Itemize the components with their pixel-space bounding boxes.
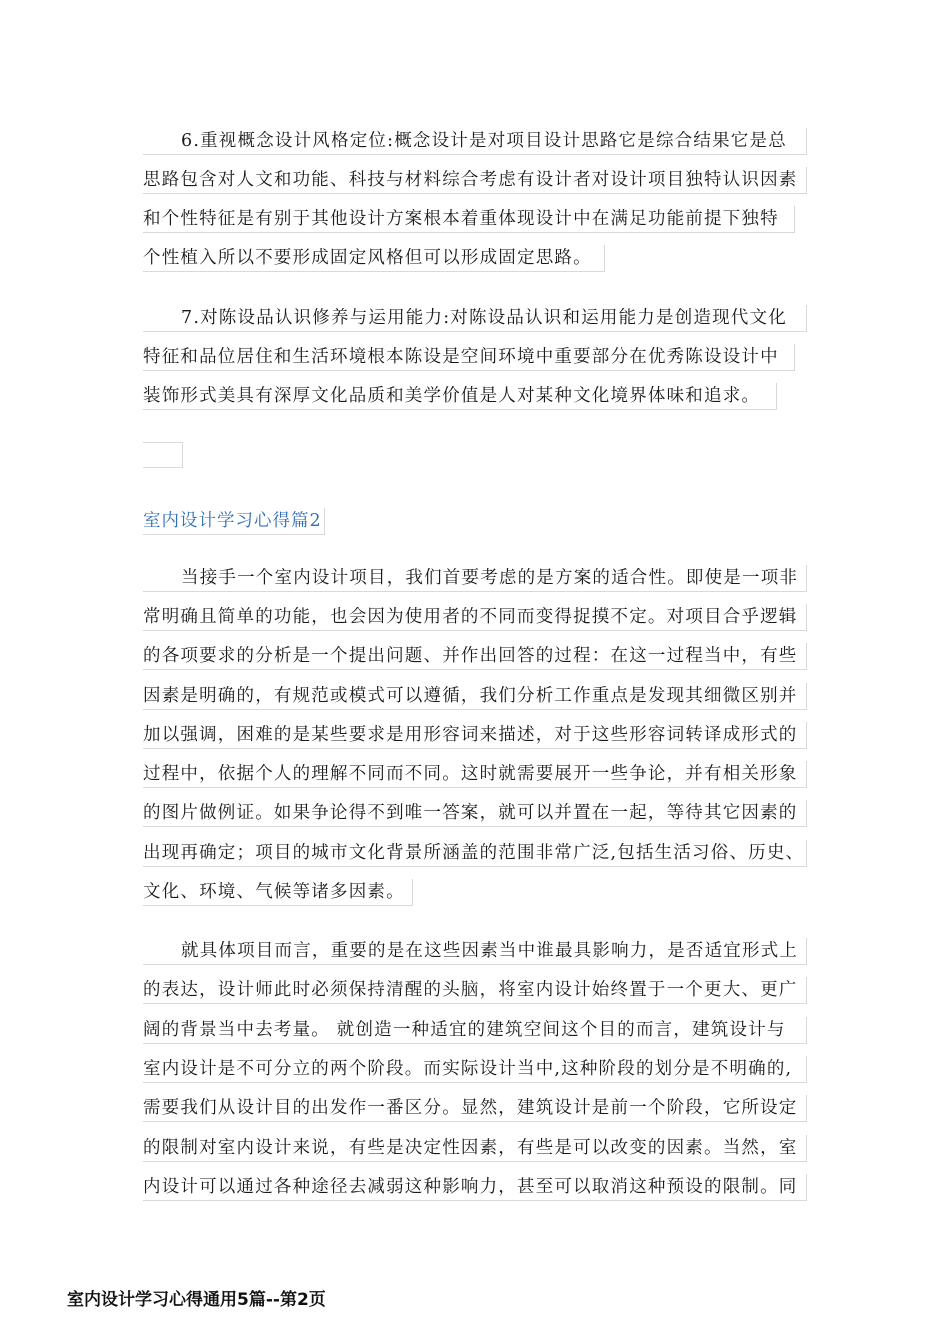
paragraph-line: 的图片做例证。如果争论得不到唯一答案，就可以并置在一起，等待其它因素的 (143, 800, 807, 827)
paragraph-line: 当接手一个室内设计项目，我们首要考虑的是方案的适合性。即使是一项非 (143, 565, 807, 592)
paragraph-line: 需要我们从设计目的出发作一番区分。显然，建筑设计是前一个阶段，它所设定 (143, 1095, 807, 1122)
section-heading: 室内设计学习心得篇2 (143, 508, 325, 535)
paragraph-line: 的各项要求的分析是一个提出问题、并作出回答的过程：在这一过程当中，有些 (143, 643, 807, 670)
paragraph-line: 就具体项目而言，重要的是在这些因素当中谁最具影响力，是否适宜形式上 (143, 938, 807, 965)
page-footer: 室内设计学习心得通用5篇--第2页 (67, 1290, 326, 1310)
paragraph-7-line-3: 装饰形式美具有深厚文化品质和美学价值是人对某种文化境界体味和追求。 (143, 383, 777, 410)
paragraph-line: 出现再确定；项目的城市文化背景所涵盖的范围非常广泛,包括生活习俗、历史、 (143, 840, 807, 867)
empty-text-box (143, 442, 183, 468)
paragraph-line: 的表达，设计师此时必须保持清醒的头脑，将室内设计始终置于一个更大、更广 (143, 977, 807, 1004)
paragraph-line: 阔的背景当中去考量。 就创造一种适宜的建筑空间这个目的而言，建筑设计与 (143, 1017, 807, 1044)
paragraph-line: 室内设计是不可分立的两个阶段。而实际设计当中,这种阶段的划分是不明确的, (143, 1056, 807, 1083)
paragraph-7-line-2: 特征和品位居住和生活环境根本陈设是空间环境中重要部分在优秀陈设设计中 (143, 344, 795, 371)
paragraph-line: 过程中，依据个人的理解不同而不同。这时就需要展开一些争论，并有相关形象 (143, 761, 807, 788)
paragraph-line: 文化、环境、气候等诸多因素。 (143, 879, 413, 906)
paragraph-6-line-2: 思路包含对人文和功能、科技与材料综合考虑有设计者对设计项目独特认识因素 (143, 167, 807, 194)
paragraph-6-line-4: 个性植入所以不要形成固定风格但可以形成固定思路。 (143, 245, 605, 272)
paragraph-6-line-3: 和个性特征是有别于其他设计方案根本着重体现设计中在满足功能前提下独特 (143, 206, 795, 233)
paragraph-line: 加以强调，困难的是某些要求是用形容词来描述，对于这些形容词转译成形式的 (143, 722, 807, 749)
paragraph-7-line-1: 7.对陈设品认识修养与运用能力:对陈设品认识和运用能力是创造现代文化 (143, 305, 807, 332)
paragraph-line: 因素是明确的，有规范或模式可以遵循，我们分析工作重点是发现其细微区别并 (143, 683, 807, 710)
paragraph-line: 的限制对室内设计来说，有些是决定性因素，有些是可以改变的因素。当然，室 (143, 1135, 807, 1162)
paragraph-line: 常明确且简单的功能，也会因为使用者的不同而变得捉摸不定。对项目合乎逻辑 (143, 604, 807, 631)
paragraph-6-line-1: 6.重视概念设计风格定位:概念设计是对项目设计思路它是综合结果它是总 (143, 128, 807, 155)
paragraph-line: 内设计可以通过各种途径去减弱这种影响力，甚至可以取消这种预设的限制。同 (143, 1174, 807, 1201)
